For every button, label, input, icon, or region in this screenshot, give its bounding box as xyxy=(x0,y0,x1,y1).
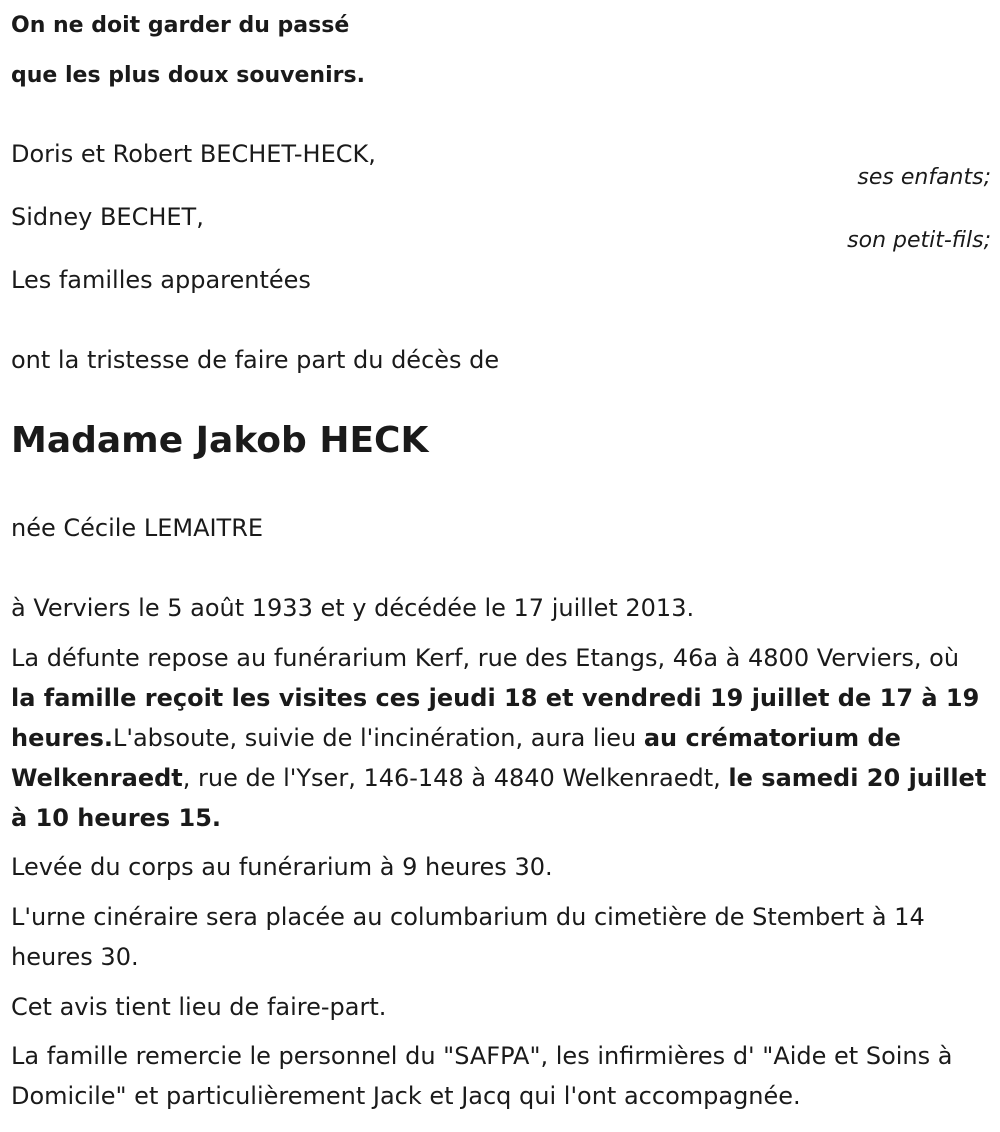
family-member-name: Les familles apparentées xyxy=(11,266,311,294)
body-removal: Levée du corps au funérarium à 9 heures 30. xyxy=(11,853,553,881)
quote-line-2: que les plus doux souvenirs. xyxy=(11,63,365,88)
arrangements-text: La défunte repose au funérarium Kerf, rue des Etangs, 46a à 4800 Verviers, où xyxy=(11,644,960,672)
ceremony-datetime: le samedi 20 juillet à 10 heures 15. xyxy=(11,764,987,832)
thanks-text: La famille remercie le personnel du "SAFPA", les infirmières d' "Aide et Soins à Domicile" et particulièrement Jack et Jacq qui l'ont accompagnée. xyxy=(11,1042,953,1110)
birth-name: née Cécile LEMAITRE xyxy=(11,514,264,542)
deceased-name: Madame Jakob HECK xyxy=(11,420,429,461)
family-member-role: son petit-fils; xyxy=(847,228,991,253)
quote-line-1: On ne doit garder du passé xyxy=(11,13,350,38)
arrangements-text: , rue de l'Yser, 146-148 à 4840 Welkenraedt, xyxy=(182,764,729,792)
obituary-notice xyxy=(11,0,991,1132)
funeral-arrangements xyxy=(11,638,991,838)
family-member-name: Doris et Robert BECHET-HECK, xyxy=(11,140,376,168)
family-member-name: Sidney BECHET, xyxy=(11,203,204,231)
visiting-hours: la famille reçoit les visites ces jeudi 18 et vendredi 19 juillet de 17 à 19 heures. xyxy=(11,684,980,752)
notice-text: Cet avis tient lieu de faire-part. xyxy=(11,993,387,1021)
announcement-text: ont la tristesse de faire part du décès de xyxy=(11,346,500,374)
birth-death-dates: à Verviers le 5 août 1933 et y décédée le 17 juillet 2013. xyxy=(11,594,695,622)
urn-placement: L'urne cinéraire sera placée au columbarium du cimetière de Stembert à 14 heures 30. xyxy=(11,903,925,971)
arrangements-text: L'absoute, suivie de l'incinération, aura lieu xyxy=(112,724,644,752)
crematorium-name: au crématorium de Welkenraedt xyxy=(11,724,901,792)
family-member-role: ses enfants; xyxy=(857,165,991,190)
